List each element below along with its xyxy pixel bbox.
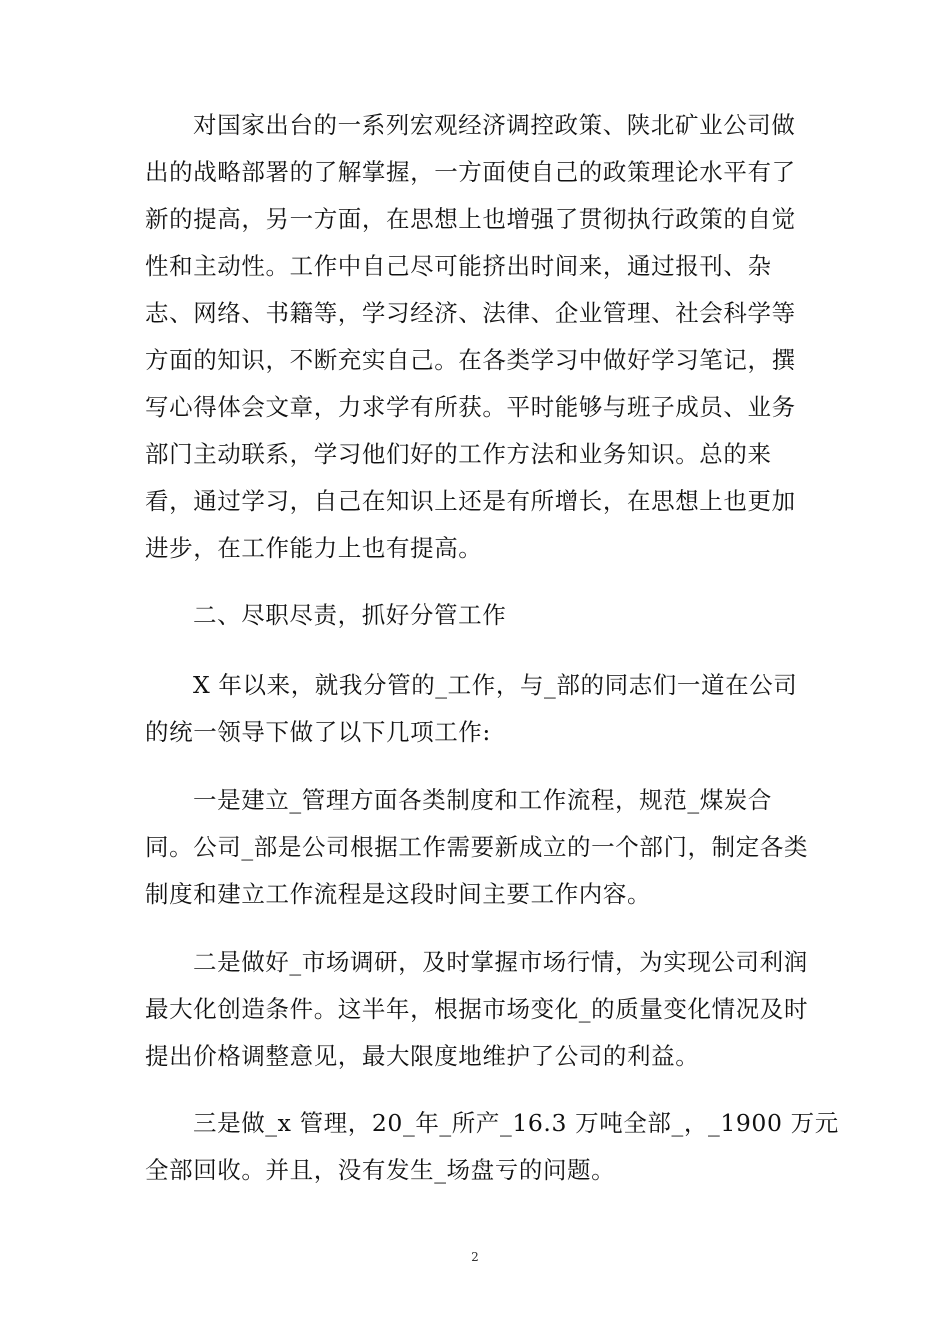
paragraph-4-line-3: 提出价格调整意见，最大限度地维护了公司的利益。 — [145, 1042, 700, 1070]
paragraph-3-line-1: 一是建立_管理方面各类制度和工作流程，规范_煤炭合 — [193, 786, 772, 814]
paragraph-5-line-1: 三是做_x 管理，20_年_所产_16.3 万吨全部_，_1900 万元 — [193, 1109, 839, 1137]
paragraph-1-line-4: 性和主动性。工作中自己尽可能挤出时间来，通过报刊、杂 — [145, 252, 772, 280]
paragraph-1-line-1: 对国家出台的一系列宏观经济调控政策、陕北矿业公司做 — [193, 111, 796, 139]
paragraph-1-line-3: 新的提高，另一方面，在思想上也增强了贯彻执行政策的自觉 — [145, 205, 796, 233]
paragraph-4-line-2: 最大化创造条件。这半年，根据市场变化_的质量变化情况及时 — [145, 995, 809, 1023]
paragraph-2-line-1: X 年以来，就我分管的_工作，与_部的同志们一道在公司 — [193, 671, 798, 699]
paragraph-1-line-8: 部门主动联系，学习他们好的工作方法和业务知识。总的来 — [145, 440, 772, 468]
paragraph-1-line-7: 写心得体会文章，力求学有所获。平时能够与班子成员、业务 — [145, 393, 796, 421]
paragraph-1-line-10: 进步，在工作能力上也有提高。 — [145, 534, 483, 562]
paragraph-5-line-2: 全部回收。并且，没有发生_场盘亏的问题。 — [145, 1156, 616, 1184]
paragraph-4-line-1: 二是做好_市场调研，及时掌握市场行情，为实现公司利润 — [193, 948, 808, 976]
paragraph-1-line-2: 出的战略部署的了解掌握，一方面使自己的政策理论水平有了 — [145, 158, 796, 186]
paragraph-1-line-9: 看，通过学习，自己在知识上还是有所增长，在思想上也更加 — [145, 487, 796, 515]
section-heading: 二、尽职尽责，抓好分管工作 — [193, 601, 507, 629]
paragraph-2-line-2: 的统一领导下做了以下几项工作: — [145, 718, 491, 746]
paragraph-1-line-6: 方面的知识，不断充实自己。在各类学习中做好学习笔记，撰 — [145, 346, 796, 374]
paragraph-3-line-2: 同。公司_部是公司根据工作需要新成立的一个部门，制定各类 — [145, 833, 809, 861]
paragraph-3-line-3: 制度和建立工作流程是这段时间主要工作内容。 — [145, 880, 652, 908]
paragraph-1-line-5: 志、网络、书籍等，学习经济、法律、企业管理、社会科学等 — [145, 299, 796, 327]
page-number: 2 — [471, 1250, 479, 1264]
